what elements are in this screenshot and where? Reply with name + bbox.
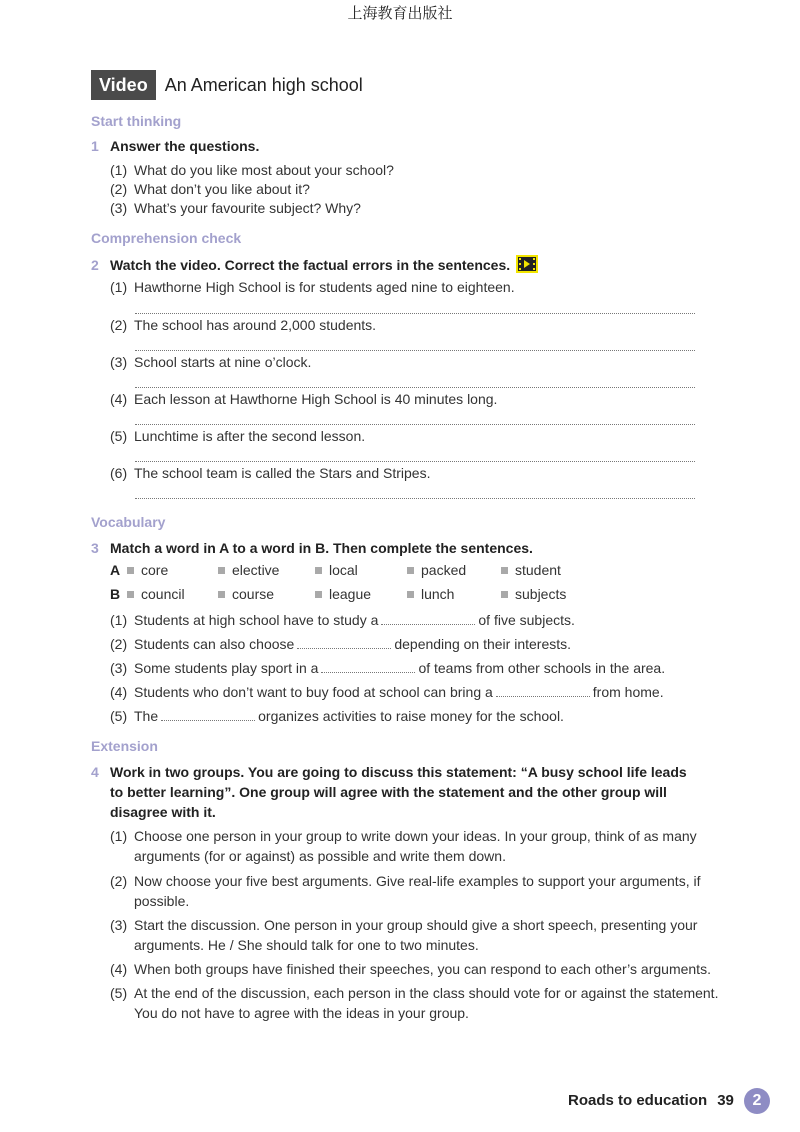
- answer-line[interactable]: [135, 461, 695, 462]
- item-number: (1): [110, 279, 128, 295]
- bullet-square-icon: [218, 567, 225, 574]
- item-text: Hawthorne High School is for students aged nine to eighteen.: [134, 279, 515, 295]
- item-number: (5): [110, 708, 128, 724]
- item-number: (3): [110, 917, 128, 933]
- item-number: (4): [110, 391, 128, 407]
- list-item: [110, 871, 724, 911]
- word-item: subjects: [501, 586, 566, 602]
- bullet-square-icon: [501, 567, 508, 574]
- blank-field[interactable]: [381, 612, 475, 625]
- question-text: Match a word in A to a word in B. Then complete the sentences.: [110, 540, 533, 556]
- page-title: An American high school: [164, 74, 363, 95]
- page-footer: [568, 1092, 734, 1109]
- bullet-square-icon: [315, 591, 322, 598]
- item-text: The school team is called the Stars and Stripes.: [134, 465, 431, 481]
- bullet-square-icon: [315, 567, 322, 574]
- item-number: (4): [110, 684, 128, 700]
- unit-title: Roads to education: [568, 1092, 708, 1109]
- answer-line[interactable]: [135, 387, 695, 388]
- word-item: league: [315, 586, 371, 602]
- item-number: (4): [110, 961, 128, 977]
- list-item: [110, 160, 724, 180]
- item-number: (3): [110, 354, 128, 370]
- item-text: The school has around 2,000 students.: [134, 317, 377, 333]
- item-text: Choose one person in your group to write down your ideas. In your group, think of as many arguments (for or against) as possible and write them down.: [134, 828, 697, 864]
- item-number: (1): [110, 162, 128, 178]
- question-text: Watch the video. Correct the factual errors in the sentences.: [110, 257, 511, 273]
- word-item: lunch: [407, 586, 454, 602]
- list-item: [110, 352, 724, 372]
- answer-line[interactable]: [135, 350, 695, 351]
- item-number: (3): [110, 660, 128, 676]
- list-item: [110, 315, 724, 335]
- question-text: Work in two groups. You are going to discuss this statement: “A busy school life leads to better learning”. One group will agree with the statement and the other group will disagree with it.: [110, 764, 687, 820]
- item-number: (3): [110, 200, 128, 216]
- item-number: (5): [110, 428, 128, 444]
- fill-blank-item: (1) Students at high school have to study a of five subjects.: [110, 612, 575, 628]
- bullet-square-icon: [127, 567, 134, 574]
- list-item: [110, 915, 724, 955]
- list-item: [110, 983, 724, 1023]
- extension-heading: Extension: [91, 738, 158, 754]
- item-number: (2): [110, 873, 128, 889]
- question-number: 1: [91, 138, 99, 154]
- item-number: (5): [110, 985, 128, 1001]
- fill-blank-item: (4) Students who don’t want to buy food at school can bring a from home.: [110, 684, 664, 700]
- bullet-square-icon: [407, 591, 414, 598]
- item-text: What’s your favourite subject? Why?: [134, 200, 361, 216]
- word-item: elective: [218, 562, 279, 578]
- unit-badge: 2: [744, 1088, 770, 1114]
- list-item: [110, 959, 724, 979]
- list-item: [110, 277, 724, 297]
- item-number: (6): [110, 465, 128, 481]
- blank-field[interactable]: [496, 684, 590, 697]
- bullet-square-icon: [218, 591, 225, 598]
- fill-blank-item: (3) Some students play sport in a of teams from other schools in the area.: [110, 660, 666, 676]
- item-text: When both groups have finished their speeches, you can respond to each other’s arguments.: [134, 961, 711, 977]
- item-text: School starts at nine o’clock.: [134, 354, 312, 370]
- question-number: 2: [91, 257, 99, 273]
- item-number: (1): [110, 612, 128, 628]
- list-item: [110, 463, 724, 483]
- video-clip-icon: [516, 255, 538, 273]
- blank-field[interactable]: [321, 660, 415, 673]
- start-thinking-heading: Start thinking: [91, 113, 182, 129]
- item-text: Each lesson at Hawthorne High School is 40 minutes long.: [134, 391, 498, 407]
- group-label: A: [110, 562, 121, 578]
- item-number: (2): [110, 317, 128, 333]
- video-tag: Video: [91, 70, 156, 100]
- bullet-square-icon: [127, 591, 134, 598]
- word-item: local: [315, 562, 358, 578]
- publisher-name: 上海教育出版社: [347, 4, 453, 22]
- page-number: 39: [717, 1092, 734, 1109]
- item-text: Lunchtime is after the second lesson.: [134, 428, 366, 444]
- item-text: Start the discussion. One person in your group should give a short speech, presenting your arguments. He / She should talk for one to two minutes.: [134, 917, 698, 953]
- item-text: What do you like most about your school?: [134, 162, 394, 178]
- blank-field[interactable]: [297, 636, 391, 649]
- blank-field[interactable]: [161, 708, 255, 721]
- list-item: [110, 198, 724, 218]
- word-item: core: [127, 562, 168, 578]
- list-item: [110, 426, 724, 446]
- item-number: (2): [110, 181, 128, 197]
- bullet-square-icon: [407, 567, 414, 574]
- vocabulary-heading: Vocabulary: [91, 514, 166, 530]
- question-text: Answer the questions.: [110, 138, 260, 154]
- item-number: (2): [110, 636, 128, 652]
- word-item: student: [501, 562, 561, 578]
- question-4: [91, 762, 700, 822]
- bullet-square-icon: [501, 591, 508, 598]
- item-text: What don’t you like about it?: [134, 181, 310, 197]
- list-item: [110, 179, 724, 199]
- item-number: (1): [110, 828, 128, 844]
- question-number: 3: [91, 540, 99, 556]
- answer-line[interactable]: [135, 313, 695, 314]
- fill-blank-item: (5) The organizes activities to raise money for the school.: [110, 708, 564, 724]
- list-item: [110, 389, 724, 409]
- question-2: [91, 255, 700, 275]
- list-item: [110, 826, 724, 866]
- word-item: course: [218, 586, 274, 602]
- section-header: [91, 70, 363, 100]
- word-item: council: [127, 586, 185, 602]
- item-text: At the end of the discussion, each person in the class should vote for or against the statement. You do not have to agree with the ideas in your group.: [134, 985, 719, 1021]
- question-3: [91, 538, 700, 558]
- question-1: [91, 136, 700, 156]
- answer-line[interactable]: [135, 498, 695, 499]
- question-number: 4: [91, 764, 99, 780]
- fill-blank-item: (2) Students can also choose depending on their interests.: [110, 636, 572, 652]
- comprehension-heading: Comprehension check: [91, 230, 242, 246]
- answer-line[interactable]: [135, 424, 695, 425]
- group-label: B: [110, 586, 121, 602]
- item-text: Now choose your five best arguments. Give real-life examples to support your arguments, if possible.: [134, 873, 701, 909]
- word-item: packed: [407, 562, 466, 578]
